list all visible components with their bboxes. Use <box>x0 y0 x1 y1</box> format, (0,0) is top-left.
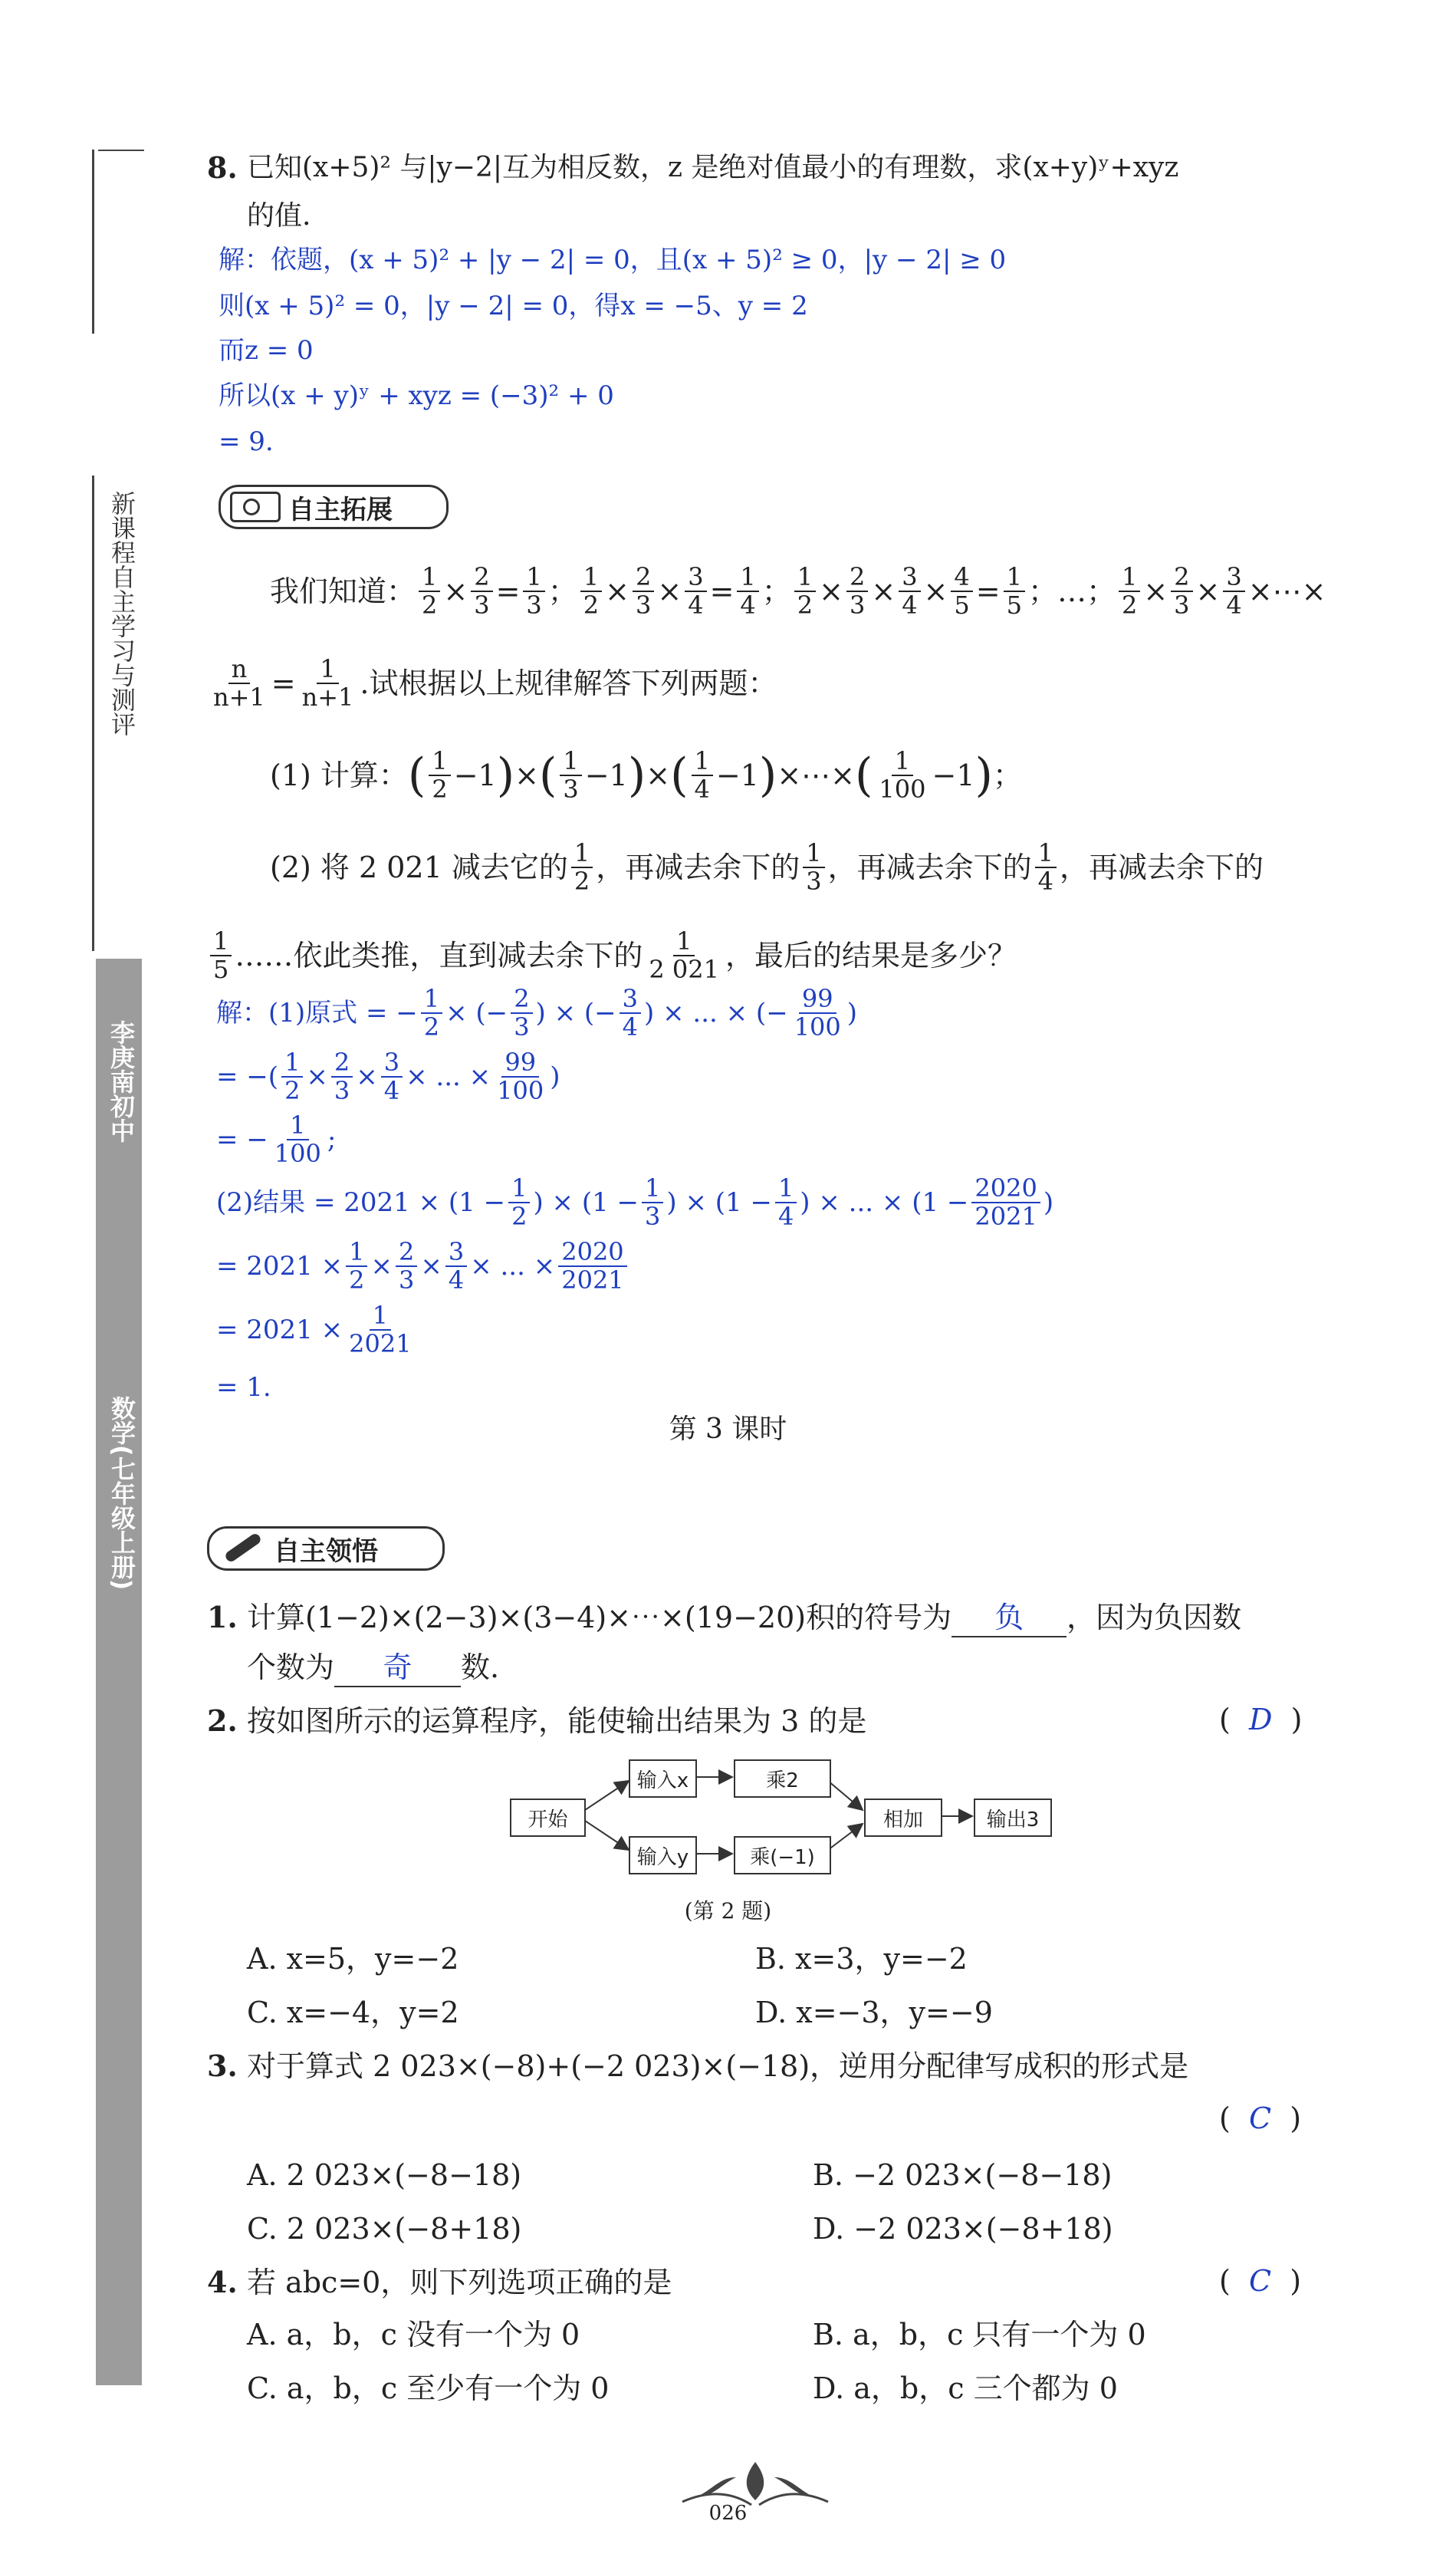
p3-option-b[interactable]: B. −2 023×(−8−18) <box>813 2158 1113 2192</box>
p1-blank-parity[interactable]: 奇 <box>334 1649 461 1687</box>
ext-sol-line4: (2)结果 = 2021 × (1 − $\frac{1}{2}$ ) × (1 − $\frac{1}{3}$ ) × (1 − $\frac{1}{4}$ ) × ... × (1 − $\frac{2020}{2021}$ ) <box>216 1173 1054 1232</box>
q8-number: 8. <box>207 150 238 185</box>
ext-line1: 我们知道： $\frac{1}{2}$ × $\frac{2}{3}$ = $\frac{1}{3}$ ； $\frac{1}{2}$ × $\frac{2}{3}$ × $\frac{3}{4}$ = $\frac{1}{4}$ ； $\frac{1}{2}$ × $\frac{2}{3}$ × $\frac{3}{4}$ × $\frac{4}{5}$ = $\frac{1}{5}$ ；…； $\frac{1}{2}$ × $\frac{2}{3}$ × $\frac{3}{4}$ ×⋯× <box>270 562 1326 620</box>
sidebar-subject: 数学(七年级上册) <box>107 1396 136 1591</box>
p4-text: 若 abc=0，则下列选项正确的是 <box>247 2266 672 2299</box>
ext-sol-line1: 解：(1)原式 = − $\frac{1}{2}$ × (− $\frac{2}{3}$ ) × (− $\frac{3}{4}$ ) × ... × (− $\frac{99}{100}$ ) <box>216 984 858 1042</box>
ext-part2-line1: (2) 将 2 021 减去它的 $\frac{1}{2}$ ，再减去余下的 $\frac{1}{3}$ ，再减去余下的 $\frac{1}{4}$ ，再减去余下的 <box>270 838 1264 897</box>
p2-option-b[interactable]: B. x=3，y=−2 <box>755 1942 968 1976</box>
flow-input-x: 输入x <box>629 1759 697 1798</box>
lesson-title: 第 3 课时 <box>669 1413 787 1445</box>
flow-mul2: 乘2 <box>734 1759 831 1798</box>
p3-answer: C <box>1248 2101 1272 2135</box>
p4-option-a[interactable]: A. a，b，c 没有一个为 0 <box>247 2318 580 2351</box>
p1-number: 1. <box>207 1600 238 1634</box>
sidebar-author: 李庚南初中 <box>107 1020 136 1143</box>
p2-option-c[interactable]: C. x=−4，y=2 <box>247 1996 459 2029</box>
flow-add: 相加 <box>864 1799 942 1837</box>
q8-solution-line2: 则(x + 5)² = 0，|y − 2| = 0，得x = −5、y = 2 <box>219 291 808 321</box>
ext-sol-line5: = 2021 × $\frac{1}{2}$ × $\frac{2}{3}$ × $\frac{3}{4}$ × ... × $\frac{2020}{2021}$ <box>216 1239 630 1294</box>
flow-mul-neg1: 乘(−1) <box>734 1836 831 1874</box>
p4-option-c[interactable]: C. a，b，c 至少有一个为 0 <box>247 2371 610 2405</box>
p4-option-d[interactable]: D. a，b，c 三个都为 0 <box>813 2371 1118 2405</box>
ext-line2: $\frac{n}{n+1}$ = $\frac{1}{n+1}$ .试根据以上规律解答下列两题： <box>213 654 777 713</box>
q8-solution-line1: 解：依题，(x + 5)² + |y − 2| = 0，且(x + 5)² ≥ 0，|y − 2| ≥ 0 <box>219 245 1007 275</box>
section-title-extension: 自主拓展 <box>288 494 393 525</box>
p3-option-a[interactable]: A. 2 023×(−8−18) <box>247 2158 522 2192</box>
p2-option-a[interactable]: A. x=5，y=−2 <box>247 1942 459 1976</box>
q8-solution-line3: 而z = 0 <box>219 335 314 366</box>
p4-option-b[interactable]: B. a，b，c 只有一个为 0 <box>813 2318 1146 2351</box>
p1-line1: 计算(1−2)×(2−3)×(3−4)×⋯×(19−20)积的符号为 负 ，因为负因数 <box>247 1599 1241 1637</box>
flow-output: 输出3 <box>974 1799 1052 1837</box>
p2-answer-paren: ( D ) <box>1219 1703 1303 1736</box>
footer-page-number: 026 <box>708 2502 748 2525</box>
ext-sol-line7: = 1. <box>216 1372 271 1403</box>
p1-blank-sign[interactable]: 负 <box>951 1599 1067 1637</box>
flow-input-y: 输入y <box>629 1836 697 1874</box>
q8-stem-line2: 的值. <box>247 200 311 232</box>
p2-caption: (第 2 题) <box>684 1898 772 1924</box>
flow-start: 开始 <box>510 1799 586 1837</box>
ext-sol-line6: = 2021 × $\frac{1}{2021}$ <box>216 1301 412 1359</box>
q8-stem-line1: 已知(x+5)² 与|y−2|互为相反数，z 是绝对值最小的有理数，求(x+y)ʸ+xyz <box>247 152 1179 183</box>
section-title-comprehension: 自主领悟 <box>274 1535 378 1567</box>
p2-number: 2. <box>207 1703 238 1738</box>
sidebar-series-title: 新课程自主学习与测评 <box>107 491 136 736</box>
p1-line2: 个数为 奇 数. <box>247 1649 499 1687</box>
ext-sol-line3: = − $\frac{1}{100}$ ; <box>216 1111 337 1169</box>
p3-number: 3. <box>207 2049 238 2083</box>
ext-sol-line2: = −( $\frac{1}{2}$ × $\frac{2}{3}$ × $\frac{3}{4}$ × ... × $\frac{99}{100}$ ) <box>216 1048 560 1106</box>
p3-option-d[interactable]: D. −2 023×(−8+18) <box>813 2212 1113 2246</box>
q8-solution-line4: 所以(x + y)ʸ + xyz = (−3)² + 0 <box>219 380 614 411</box>
p2-option-d[interactable]: D. x=−3，y=−9 <box>755 1996 993 2029</box>
p2-answer: D <box>1248 1703 1273 1736</box>
p3-answer-paren: ( C ) <box>1219 2101 1302 2135</box>
p3-text: 对于算式 2 023×(−8)+(−2 023)×(−18)，逆用分配律写成积的形式是 <box>247 2049 1189 2083</box>
p3-option-c[interactable]: C. 2 023×(−8+18) <box>247 2212 522 2246</box>
ext-part2-line2: $\frac{1}{5}$ ……依此类推，直到减去余下的 $\frac{1}{2 021}$ ，最后的结果是多少？ <box>207 928 1017 983</box>
ext-part1: (1) 计算： ( $\frac{1}{2}$ −1 ) × ( $\frac{1}{3}$ −1 ) × ( $\frac{1}{4}$ −1 ) ×⋯× ( $\frac{1}{100}$ −1 ) ； <box>270 746 1022 805</box>
p4-answer: C <box>1248 2264 1272 2298</box>
p4-answer-paren: ( C ) <box>1219 2264 1302 2298</box>
q8-solution-line5: = 9. <box>219 426 274 457</box>
p2-text: 按如图所示的运算程序，能使输出结果为 3 的是 <box>247 1704 867 1738</box>
p4-number: 4. <box>207 2265 238 2299</box>
